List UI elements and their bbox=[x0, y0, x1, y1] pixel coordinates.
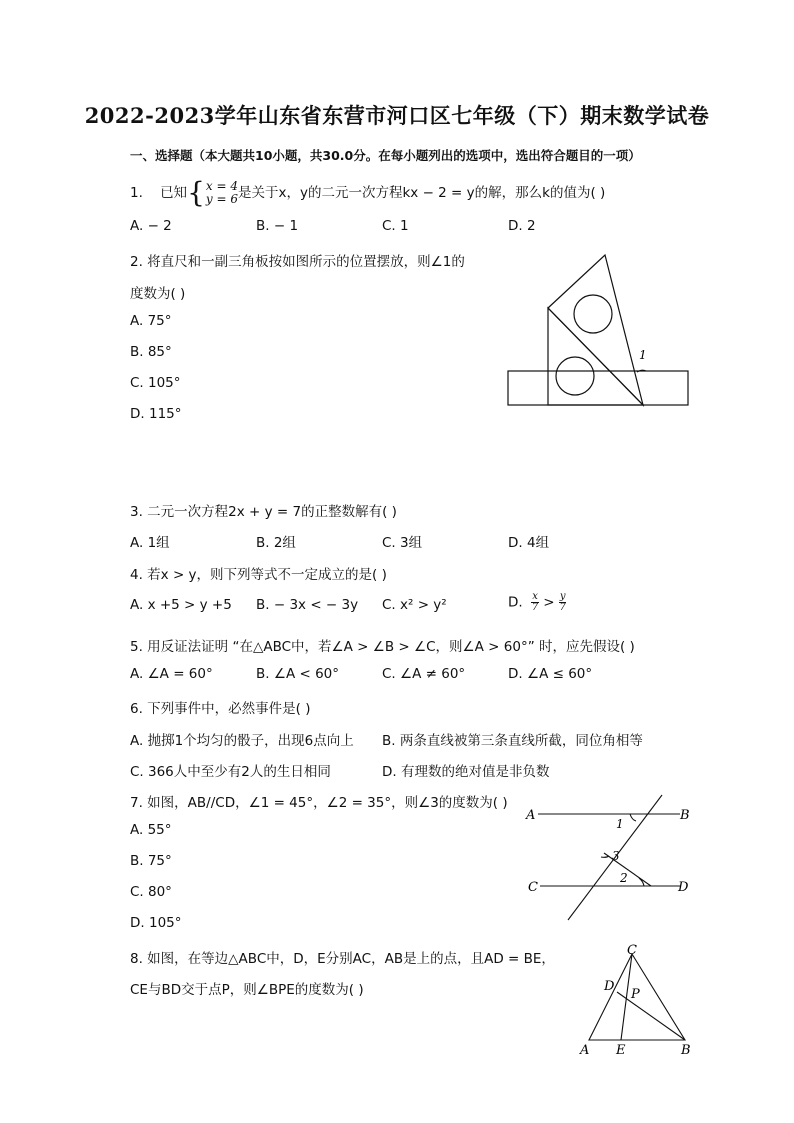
option-c[interactable]: C. 3组 bbox=[382, 535, 423, 551]
option-d[interactable] bbox=[508, 592, 566, 613]
question-number: 1. bbox=[130, 185, 143, 201]
option-b[interactable]: B. − 3x < − 3y bbox=[256, 597, 359, 613]
option-c[interactable]: C. 80° bbox=[130, 884, 172, 900]
question-7: 7. 如图，AB//CD，∠1 = 45°，∠2 = 35°，则∠3的度数为( ) bbox=[130, 795, 508, 811]
option-d[interactable]: D. 115° bbox=[130, 406, 182, 422]
angle-label-1: 1 bbox=[639, 348, 647, 362]
angle-arc-3 bbox=[601, 856, 609, 857]
option-d[interactable]: D. 4组 bbox=[508, 535, 550, 551]
point-label-c: C bbox=[627, 943, 637, 958]
option-b[interactable]: B. ∠A < 60° bbox=[256, 666, 340, 682]
triangle-hole bbox=[574, 295, 612, 333]
option-b[interactable]: B. 75° bbox=[130, 853, 172, 869]
question-4: 4. 若x > y，则下列等式不一定成立的是( ) bbox=[130, 567, 387, 583]
option-c[interactable]: C. 1 bbox=[382, 218, 409, 234]
triangle-45 bbox=[548, 255, 643, 405]
question-8-line-1: 8. 如图，在等边△ABC中，D，E分别AC，AB是上的点，且AD = BE， bbox=[130, 951, 555, 967]
equilateral-triangle-figure bbox=[575, 940, 700, 1060]
option-a[interactable]: A. 55° bbox=[130, 822, 172, 838]
point-label-d: D bbox=[604, 979, 615, 994]
equation-row: y = 6 bbox=[205, 192, 238, 206]
option-d[interactable]: D. ∠A ≤ 60° bbox=[508, 666, 593, 682]
point-label-a: A bbox=[580, 1043, 590, 1058]
numerator: x bbox=[532, 591, 538, 602]
question-5: 5. 用反证法证明 “在△ABC中，若∠A > ∠B > ∠C，则∠A > 60°” 时，应先假设( ) bbox=[130, 639, 635, 655]
option-d[interactable]: D. 105° bbox=[130, 915, 182, 931]
option-c[interactable]: C. 366人中至少有2人的生日相同 bbox=[130, 764, 331, 780]
option-c[interactable]: C. x² > y² bbox=[382, 597, 447, 613]
option-label: D. bbox=[508, 594, 523, 611]
angle-label-1: 1 bbox=[616, 817, 624, 831]
angle-label-2: 2 bbox=[620, 871, 628, 885]
option-b[interactable]: B. 2组 bbox=[256, 535, 296, 551]
operator: > bbox=[543, 594, 555, 611]
point-label-b: B bbox=[681, 1043, 691, 1058]
point-label-b: B bbox=[680, 808, 690, 823]
option-c[interactable]: C. ∠A ≠ 60° bbox=[382, 666, 466, 682]
section-heading: 一、选择题（本大题共10小题，共30.0分。在每小题列出的选项中，选出符合题目的一项） bbox=[130, 148, 641, 163]
question-2-line-1: 2. 将直尺和一副三角板按如图所示的位置摆放，则∠1的 bbox=[130, 254, 465, 270]
question-text: 是关于x，y的二元一次方程kx − 2 = y的解，那么k的值为( ) bbox=[238, 185, 606, 201]
option-d[interactable]: D. 有理数的绝对值是非负数 bbox=[382, 764, 550, 780]
fraction bbox=[559, 592, 567, 613]
point-label-d: D bbox=[678, 880, 689, 895]
option-a[interactable]: A. 抛掷1个均匀的骰子，出现6点向上 bbox=[130, 733, 354, 749]
triangle-hole bbox=[556, 357, 594, 395]
equation-row: x = 4 bbox=[205, 179, 238, 193]
fraction bbox=[531, 592, 539, 613]
equation-system: { x = 4 y = 6 bbox=[187, 176, 238, 209]
option-b[interactable]: B. − 1 bbox=[256, 218, 299, 234]
parallel-lines-figure bbox=[520, 790, 700, 925]
option-c[interactable]: C. 105° bbox=[130, 375, 181, 391]
point-label-a: A bbox=[526, 808, 536, 823]
denominator: 7 bbox=[559, 602, 566, 613]
denominator: 7 bbox=[531, 602, 539, 613]
option-a[interactable]: A. 75° bbox=[130, 313, 172, 329]
ruler-triangle-figure bbox=[500, 250, 700, 415]
ruler bbox=[508, 371, 688, 405]
point-label-e: E bbox=[616, 1043, 626, 1058]
point-label-p: P bbox=[631, 987, 640, 1002]
option-a[interactable]: A. 1组 bbox=[130, 535, 170, 551]
question-3: 3. 二元一次方程2x + y = 7的正整数解有( ) bbox=[130, 504, 397, 520]
point-label-c: C bbox=[528, 880, 538, 895]
question-text: 已知 bbox=[160, 185, 188, 201]
question-6: 6. 下列事件中，必然事件是( ) bbox=[130, 701, 311, 717]
segment-bd bbox=[617, 992, 685, 1040]
question-1 bbox=[130, 176, 606, 209]
question-8-line-2: CE与BD交于点P，则∠BPE的度数为( ) bbox=[130, 982, 364, 998]
numerator: y bbox=[559, 591, 566, 602]
option-a[interactable]: A. − 2 bbox=[130, 218, 172, 234]
option-a[interactable]: A. x +5 > y +5 bbox=[130, 597, 232, 613]
option-b[interactable]: B. 85° bbox=[130, 344, 172, 360]
angle-arc-1 bbox=[630, 814, 636, 821]
option-d[interactable]: D. 2 bbox=[508, 218, 536, 234]
option-a[interactable]: A. ∠A = 60° bbox=[130, 666, 213, 682]
option-b[interactable]: B. 两条直线被第三条直线所截，同位角相等 bbox=[382, 733, 643, 749]
angle-label-3: 3 bbox=[612, 849, 620, 863]
question-2-line-2: 度数为( ) bbox=[130, 286, 186, 302]
page-title: 2022-2023学年山东省东营市河口区七年级（下）期末数学试卷 bbox=[84, 103, 710, 128]
